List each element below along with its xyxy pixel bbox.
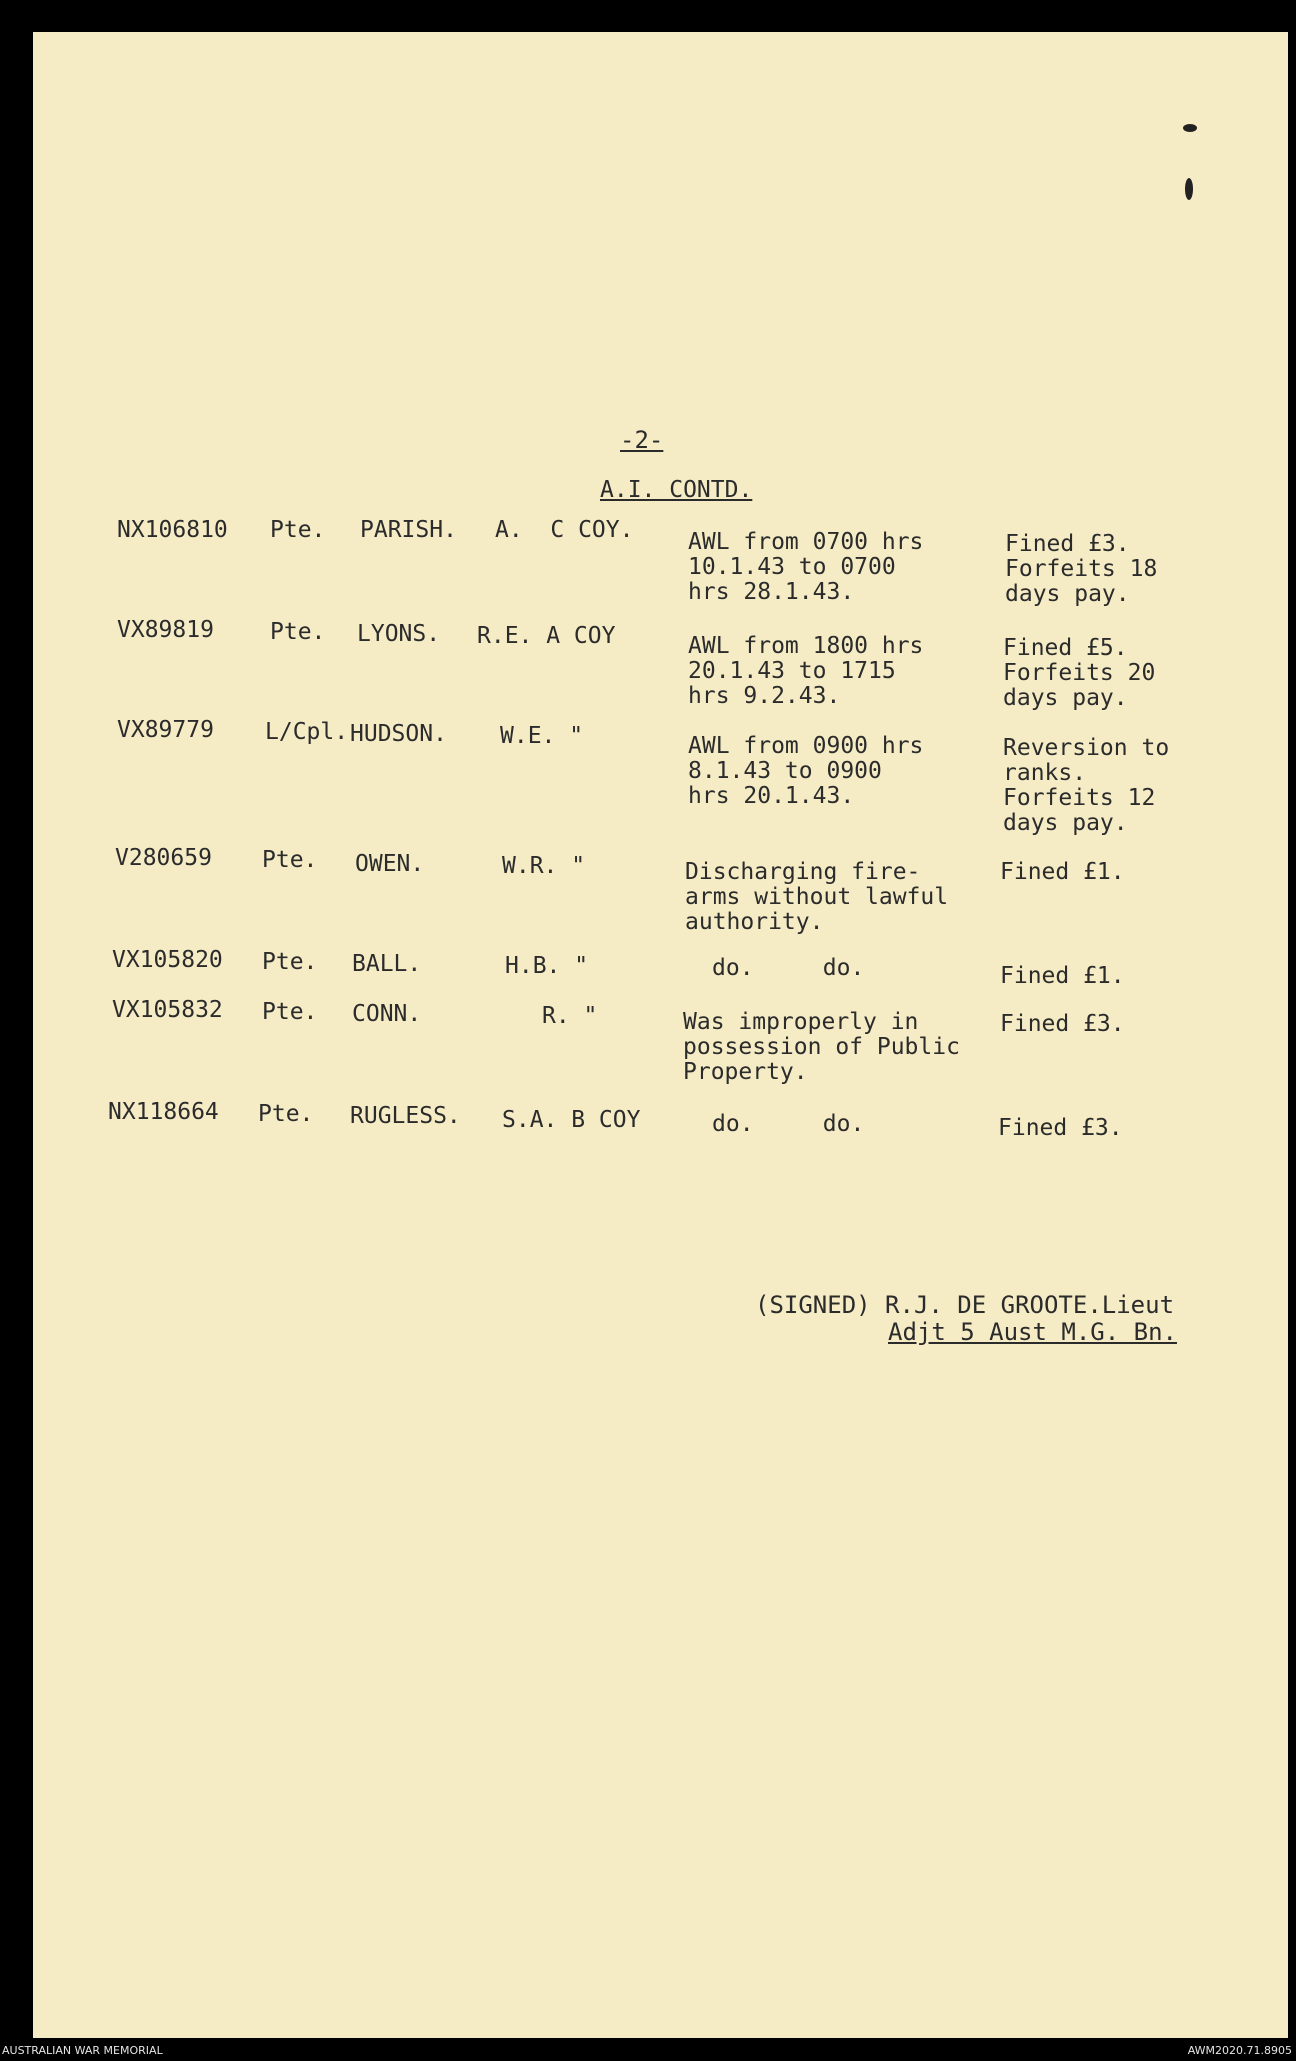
rank: L/Cpl. [265,719,349,745]
rank: Pte. [270,619,326,645]
company: A. C COY. [495,517,634,543]
offence: do. do. [712,1111,865,1137]
offence: AWL from 1800 hrs 20.1.43 to 1715 hrs 9.2.43. [688,633,924,709]
punch-hole-mark [1185,178,1193,200]
surname: HUDSON. [350,721,447,747]
rank: Pte. [270,517,326,543]
service-number: VX89779 [117,717,214,743]
surname: LYONS. [357,621,441,647]
rank: Pte. [262,999,318,1025]
section-heading: A.I. CONTD. [600,477,753,503]
award: Fined £3. [1000,1011,1125,1037]
company: W.R. " [502,853,586,879]
company: R. " [542,1003,598,1029]
offence: Was improperly in possession of Public Property. [683,1009,960,1085]
surname: RUGLESS. [350,1103,461,1129]
service-number: VX105820 [112,947,223,973]
signature-title: Adjt 5 Aust M.G. Bn. [888,1318,1177,1346]
offence: Discharging fire- arms without lawful authority. [685,859,949,935]
award: Reversion to ranks. Forfeits 12 days pay. [1003,735,1170,836]
service-number: VX105832 [112,997,223,1023]
company: W.E. " [500,723,584,749]
surname: OWEN. [355,851,425,877]
company: R.E. A COY [477,623,616,649]
service-number: V280659 [115,845,212,871]
service-number: VX89819 [117,617,214,643]
surname: PARISH. [360,517,457,543]
footer-source: AUSTRALIAN WAR MEMORIAL [2,2044,163,2057]
award: Fined £3. [998,1115,1123,1141]
page-number: -2- [620,426,664,454]
award: Fined £1. [1000,859,1125,885]
company: H.B. " [505,953,589,979]
award: Fined £3. Forfeits 18 days pay. [1005,531,1158,607]
offence: AWL from 0700 hrs 10.1.43 to 0700 hrs 28.1.43. [688,529,924,605]
surname: BALL. [352,951,422,977]
footer-accession: AWM2020.71.8905 [1187,2044,1292,2057]
service-number: NX106810 [117,517,228,543]
award: Fined £5. Forfeits 20 days pay. [1003,635,1156,711]
rank: Pte. [262,847,318,873]
rank: Pte. [262,949,318,975]
rank: Pte. [258,1101,314,1127]
surname: CONN. [352,1001,422,1027]
award: Fined £1. [1000,963,1125,989]
service-number: NX118664 [108,1099,219,1125]
company: S.A. B COY [502,1107,641,1133]
punch-hole-mark [1183,124,1197,132]
signature-line: (SIGNED) R.J. DE GROOTE.Lieut [755,1291,1175,1319]
offence: do. do. [712,955,865,981]
offence: AWL from 0900 hrs 8.1.43 to 0900 hrs 20.1.43. [688,733,924,809]
